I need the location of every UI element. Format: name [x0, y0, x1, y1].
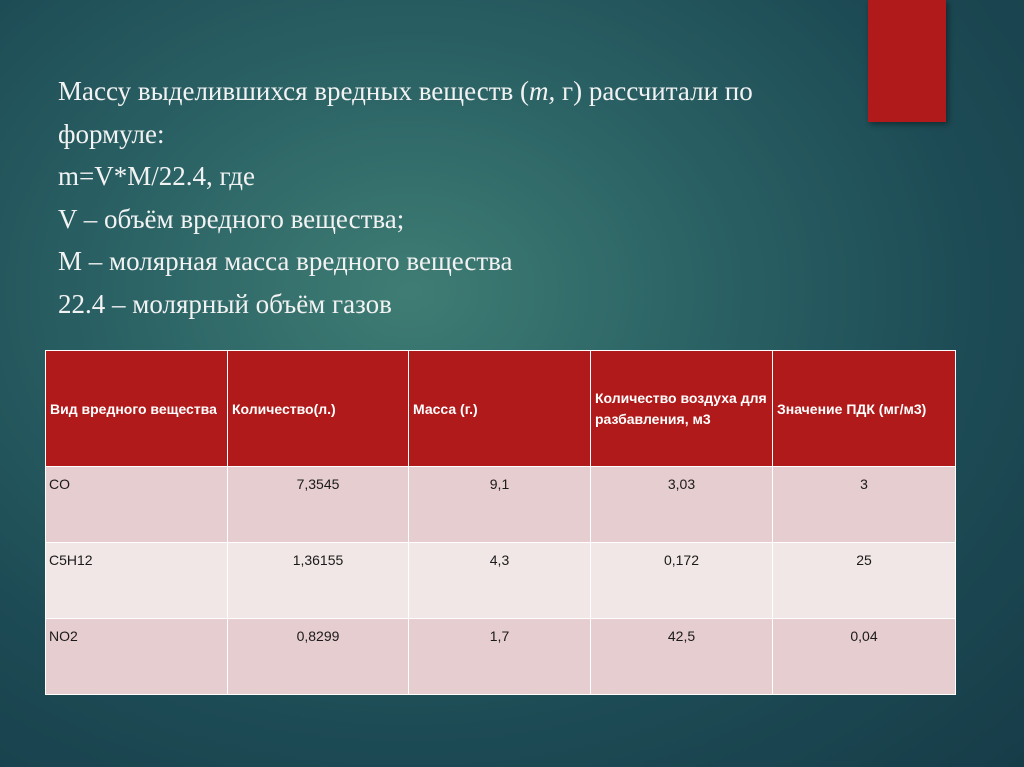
formula-description [58, 70, 958, 325]
table-header-row [46, 351, 956, 467]
cell-quantity: 7,3545 [228, 467, 409, 543]
cell-quantity: 1,36155 [228, 543, 409, 619]
cell-air-volume: 42,5 [591, 619, 773, 695]
intro-text-end: г) рассчитали по [555, 76, 753, 106]
header-substance: Вид вредного вещества [46, 351, 228, 467]
formula: m=V*M/22.4, где [58, 161, 255, 191]
cell-mac: 0,04 [773, 619, 956, 695]
header-mass: Масса (г.) [409, 351, 591, 467]
cell-air-volume: 3,03 [591, 467, 773, 543]
header-mac: Значение ПДК (мг/м3) [773, 351, 956, 467]
substances-table [45, 350, 956, 695]
cell-mass: 1,7 [409, 619, 591, 695]
intro-line [58, 70, 958, 113]
cell-mac: 25 [773, 543, 956, 619]
mass-symbol: m, [529, 76, 556, 106]
cell-quantity: 0,8299 [228, 619, 409, 695]
table-row [46, 467, 956, 543]
cell-substance: CO [46, 467, 228, 543]
cell-substance: NO2 [46, 619, 228, 695]
header-air-volume: Количество воздуха для разбавления, м3 [591, 351, 773, 467]
table-row [46, 543, 956, 619]
definition-volume: V – объём вредного вещества; [58, 203, 405, 234]
cell-mass: 9,1 [409, 467, 591, 543]
cell-air-volume: 0,172 [591, 543, 773, 619]
cell-mass: 4,3 [409, 543, 591, 619]
header-quantity: Количество(л.) [228, 351, 409, 467]
table-row [46, 619, 956, 695]
definition-molar-volume: 22.4 – молярный объём газов [58, 288, 392, 319]
formula-label: формуле: [58, 118, 165, 149]
intro-text: Массу выделившихся вредных веществ ( [58, 76, 529, 106]
cell-substance: C5H12 [46, 543, 228, 619]
definition-molar-mass: M – молярная масса вредного вещества [58, 246, 513, 276]
cell-mac: 3 [773, 467, 956, 543]
